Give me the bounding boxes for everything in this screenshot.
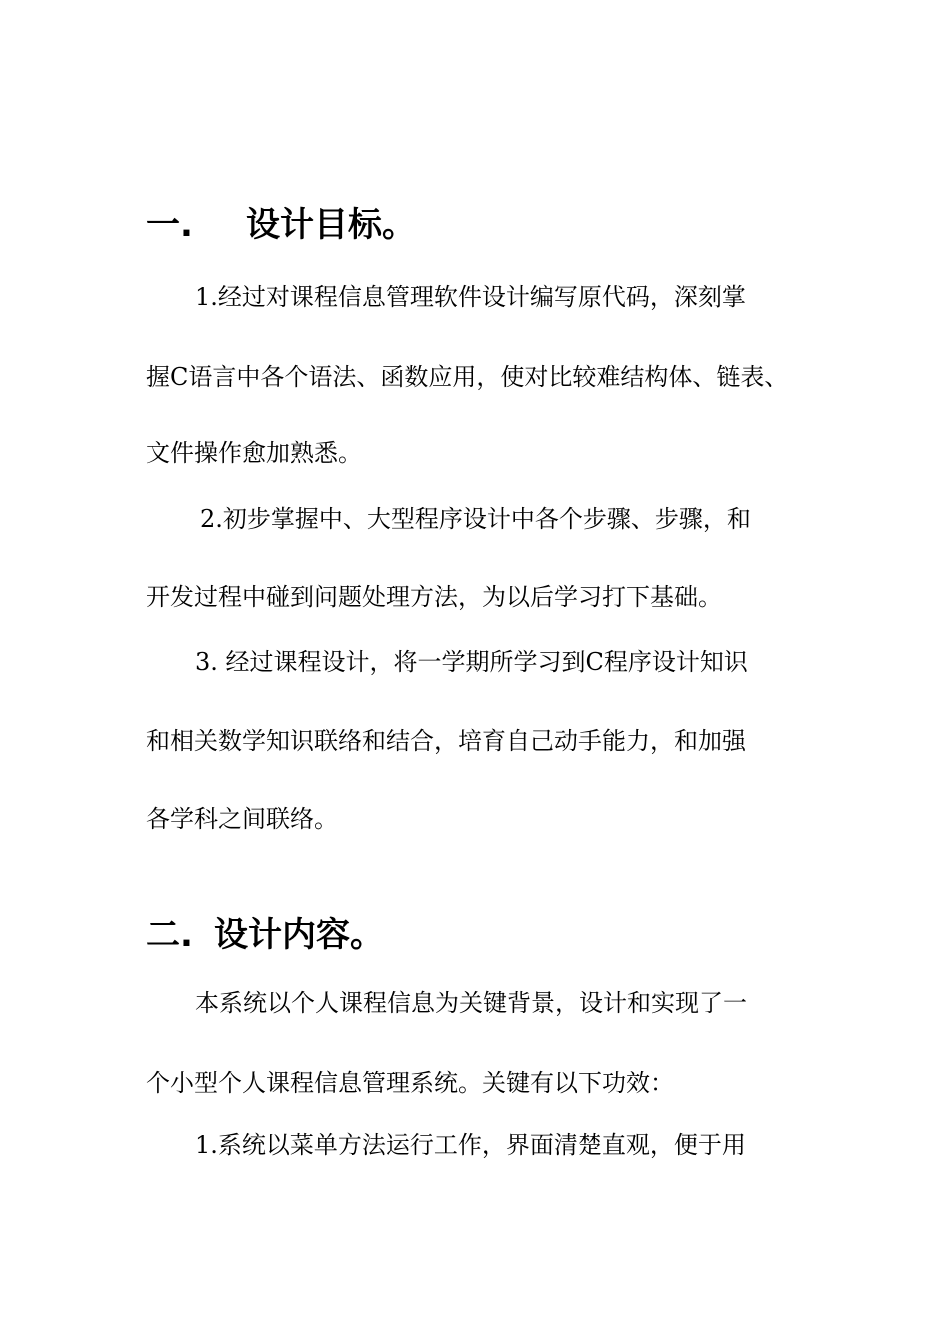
section-title: 设计内容。 bbox=[214, 915, 384, 955]
paragraph-line: 握C语言中各个语法、函数应用，使对比较难结构体、链表、 bbox=[146, 363, 789, 391]
paragraph-line: 1.系统以菜单方法运行工作，界面清楚直观，便于用 bbox=[195, 1131, 746, 1159]
paragraph-line: 2.初步掌握中、大型程序设计中各个步骤、步骤，和 bbox=[200, 505, 751, 533]
paragraph-line: 本系统以个人课程信息为关键背景，设计和实现了一 bbox=[195, 989, 747, 1017]
section-title: 设计目标。 bbox=[246, 205, 416, 245]
section-number: 二. bbox=[146, 915, 193, 955]
section-number: 一. bbox=[146, 205, 193, 245]
paragraph-line: 3. 经过课程设计，将一学期所学习到C程序设计知识 bbox=[195, 648, 748, 676]
paragraph-line: 开发过程中碰到问题处理方法，为以后学习打下基础。 bbox=[146, 583, 722, 611]
paragraph-line: 各学科之间联络。 bbox=[146, 805, 338, 833]
paragraph-line: 1.经过对课程信息管理软件设计编写原代码，深刻掌 bbox=[195, 283, 746, 311]
section-heading-design-goals bbox=[146, 205, 416, 245]
section-heading-design-content bbox=[146, 915, 384, 955]
paragraph-line: 和相关数学知识联络和结合，培育自己动手能力，和加强 bbox=[146, 727, 746, 755]
paragraph-line: 个小型个人课程信息管理系统。关键有以下功效： bbox=[146, 1069, 674, 1097]
paragraph-line: 文件操作愈加熟悉。 bbox=[146, 439, 362, 467]
